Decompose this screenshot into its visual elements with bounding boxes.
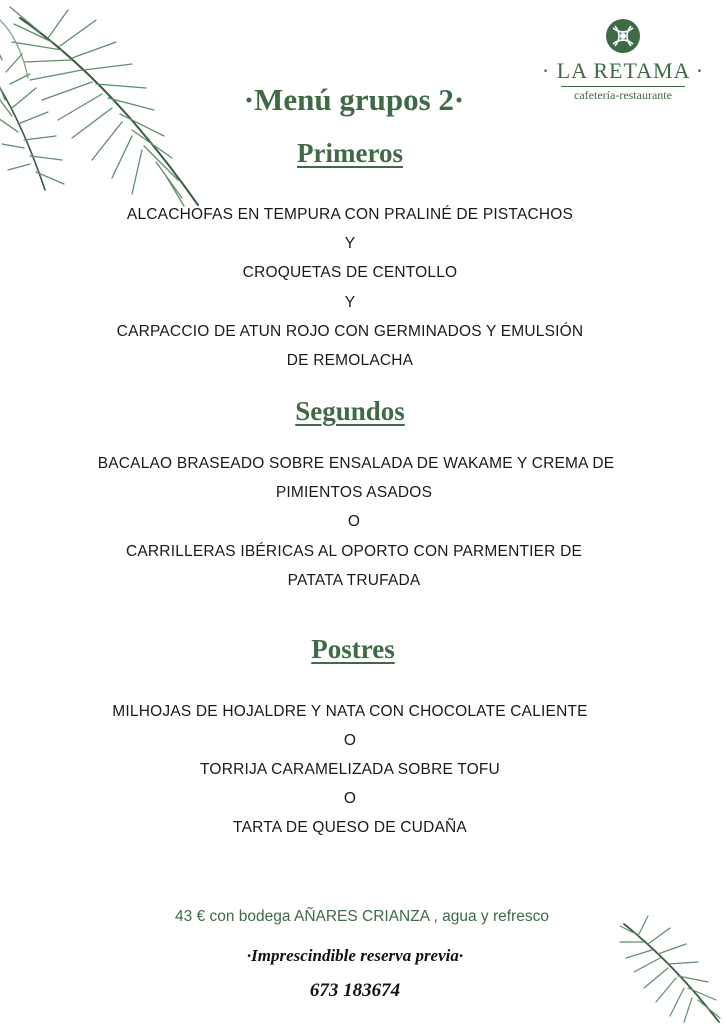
menu-line: O <box>343 790 357 807</box>
menu-line: PIMIENTOS ASADOS <box>275 484 433 501</box>
logo-name: · LA RETAMA · <box>541 58 705 83</box>
menu-line: O <box>343 732 357 749</box>
menu-line: Y <box>344 294 356 311</box>
menu-line: CROQUETAS DE CENTOLLO <box>242 264 458 281</box>
reservation-note: ·Imprescindible reserva previa· <box>246 946 464 965</box>
menu-line: O <box>347 513 361 530</box>
menu-line: ALCACHOFAS EN TEMPURA CON PRALINÉ DE PISTACHOS <box>126 206 574 223</box>
menu-line: TORRIJA CARAMELIZADA SOBRE TOFU <box>200 761 500 778</box>
price-info: 43 € con bodega AÑARES CRIANZA , agua y refresco <box>175 908 549 925</box>
section-title-postres: Postres <box>311 634 395 664</box>
menu-line: PATATA TRUFADA <box>287 572 421 589</box>
menu-line: BACALAO BRASEADO SOBRE ENSALADA DE WAKAME Y CREMA DE <box>97 455 615 472</box>
section-title-segundos: Segundos <box>295 396 405 426</box>
la-retama-logo-icon <box>605 18 641 54</box>
pine-branch-icon <box>614 914 724 1024</box>
menu-line: MILHOJAS DE HOJALDRE Y NATA CON CHOCOLATE CALIENTE <box>112 703 588 720</box>
phone-number: 673 183674 <box>309 980 401 1001</box>
menu-line: CARPACCIO DE ATUN ROJO CON GERMINADOS Y EMULSIÓN <box>116 323 584 340</box>
logo-subtitle: cafetería-restaurante <box>574 88 672 102</box>
menu-line: DE REMOLACHA <box>286 352 414 369</box>
menu-line: TARTA DE QUESO DE CUDAÑA <box>233 819 467 836</box>
menu-title: ·Menú grupos 2· <box>243 82 465 117</box>
menu-line: CARRILLERAS IBÉRICAS AL OPORTO CON PARMENTIER DE <box>125 543 583 560</box>
menu-line: Y <box>344 235 356 252</box>
section-title-primeros: Primeros <box>297 138 403 168</box>
